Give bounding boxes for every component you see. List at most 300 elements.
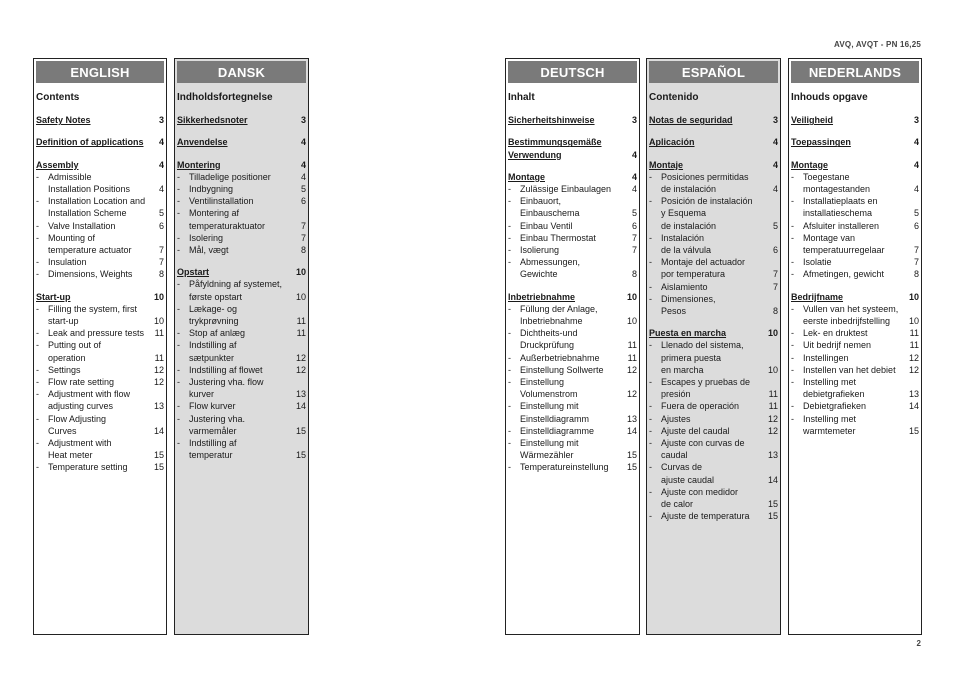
toc-item[interactable] bbox=[508, 364, 637, 376]
toc-item[interactable] bbox=[177, 303, 306, 327]
toc-body bbox=[789, 83, 921, 437]
bullet-dash: - bbox=[508, 196, 511, 207]
toc-section[interactable] bbox=[36, 136, 164, 148]
toc-item[interactable] bbox=[36, 461, 164, 473]
item-page: 14 bbox=[767, 474, 778, 485]
bullet-dash: - bbox=[791, 328, 794, 339]
item-text: Justering vha. flow kurver bbox=[189, 377, 264, 400]
language-header: ENGLISH bbox=[36, 61, 164, 83]
toc-item[interactable] bbox=[36, 232, 164, 256]
toc-item[interactable] bbox=[177, 171, 306, 183]
item-text: Isolering bbox=[189, 232, 224, 243]
toc-item[interactable] bbox=[36, 195, 164, 219]
toc-item[interactable] bbox=[177, 195, 306, 207]
toc-item-list bbox=[508, 183, 637, 281]
toc-item[interactable] bbox=[649, 195, 778, 232]
item-page: 10 bbox=[153, 316, 164, 327]
toc-item[interactable] bbox=[508, 244, 637, 256]
bullet-dash: - bbox=[36, 269, 39, 280]
bullet-dash: - bbox=[177, 401, 180, 412]
bullet-dash: - bbox=[508, 245, 511, 256]
toc-item[interactable] bbox=[508, 220, 637, 232]
bullet-dash: - bbox=[791, 413, 794, 424]
toc-item[interactable] bbox=[36, 376, 164, 388]
toc-section[interactable] bbox=[508, 136, 637, 160]
bullet-dash: - bbox=[36, 364, 39, 375]
item-text: Valve Installation bbox=[48, 220, 116, 231]
section-title: Bestimmungsgemäße Verwendung bbox=[508, 137, 602, 160]
item-page: 12 bbox=[295, 364, 306, 375]
item-text: Filling the system, first start-up bbox=[48, 303, 138, 327]
section-title: Puesta en marcha bbox=[649, 328, 727, 339]
toc-column-deutsch bbox=[505, 58, 640, 635]
item-text: Tilladelige positioner bbox=[189, 171, 271, 182]
item-page: 14 bbox=[626, 425, 637, 436]
toc-title: Contenido bbox=[649, 92, 699, 103]
item-text: Zulässige Einbaulagen bbox=[520, 184, 612, 195]
bullet-dash: - bbox=[649, 413, 652, 424]
item-text: Einstellung mit Wärmezähler bbox=[520, 438, 579, 461]
bullet-dash: - bbox=[36, 413, 39, 424]
item-page: 6 bbox=[158, 220, 164, 231]
item-page: 10 bbox=[767, 364, 778, 375]
item-text: Adjustment with flow adjusting curves bbox=[48, 389, 131, 412]
section-page: 3 bbox=[300, 115, 306, 126]
item-page: 15 bbox=[295, 450, 306, 461]
item-page: 12 bbox=[908, 352, 919, 363]
toc-item[interactable] bbox=[36, 413, 164, 437]
toc-item[interactable] bbox=[791, 327, 919, 339]
item-text: Insulation bbox=[48, 257, 87, 268]
section-page: 4 bbox=[300, 137, 306, 148]
item-page: 15 bbox=[153, 462, 164, 473]
item-page: 12 bbox=[153, 377, 164, 388]
toc-item[interactable] bbox=[508, 232, 637, 244]
item-page: 4 bbox=[631, 184, 637, 195]
bullet-dash: - bbox=[508, 220, 511, 231]
toc-item[interactable] bbox=[791, 195, 919, 219]
toc-item[interactable] bbox=[177, 244, 306, 256]
item-text: Ajuste con medidor de calor bbox=[661, 486, 739, 510]
bullet-dash: - bbox=[649, 486, 652, 497]
toc-section[interactable] bbox=[649, 327, 778, 339]
toc-section[interactable] bbox=[791, 159, 919, 171]
toc-item[interactable] bbox=[649, 486, 778, 510]
item-text: Montaje del actuador por temperatura bbox=[661, 257, 746, 280]
item-page: 8 bbox=[772, 306, 778, 317]
language-header: DANSK bbox=[177, 61, 306, 83]
toc-item[interactable] bbox=[177, 364, 306, 376]
toc-item[interactable] bbox=[177, 376, 306, 400]
bullet-dash: - bbox=[177, 328, 180, 339]
toc-item[interactable] bbox=[649, 510, 778, 522]
section-title: Bedrijfname bbox=[791, 291, 844, 302]
section-title: Anvendelse bbox=[177, 137, 228, 148]
toc-body bbox=[647, 83, 780, 523]
toc-item[interactable] bbox=[791, 303, 919, 327]
item-text: Instalación de la válvula bbox=[661, 232, 712, 256]
bullet-dash: - bbox=[36, 196, 39, 207]
item-page: 8 bbox=[913, 269, 919, 280]
toc-item[interactable] bbox=[649, 339, 778, 376]
toc-item[interactable] bbox=[791, 413, 919, 437]
toc-section[interactable] bbox=[791, 136, 919, 148]
toc-item[interactable] bbox=[177, 437, 306, 461]
bullet-dash: - bbox=[177, 364, 180, 375]
item-text: Einstelldiagramme bbox=[520, 425, 595, 436]
item-text: Isolierung bbox=[520, 245, 560, 256]
toc-item[interactable] bbox=[649, 376, 778, 400]
item-page: 7 bbox=[300, 232, 306, 243]
bullet-dash: - bbox=[791, 257, 794, 268]
item-text: Settings bbox=[48, 364, 81, 375]
language-header: ESPAÑOL bbox=[649, 61, 778, 83]
item-page: 6 bbox=[772, 245, 778, 256]
toc-item[interactable] bbox=[36, 437, 164, 461]
item-text: Posiciones permitidas de instalación bbox=[661, 171, 749, 195]
bullet-dash: - bbox=[508, 184, 511, 195]
bullet-dash: - bbox=[177, 377, 180, 388]
section-title: Safety Notes bbox=[36, 115, 91, 126]
toc-item[interactable] bbox=[649, 413, 778, 425]
toc-section[interactable] bbox=[649, 114, 778, 126]
toc-section[interactable] bbox=[791, 114, 919, 126]
toc-item[interactable] bbox=[649, 437, 778, 461]
item-text: Aislamiento bbox=[661, 281, 708, 292]
toc-item[interactable] bbox=[791, 171, 919, 195]
bullet-dash: - bbox=[36, 171, 39, 182]
toc-item[interactable] bbox=[508, 400, 637, 424]
toc-item[interactable] bbox=[508, 461, 637, 473]
item-page: 15 bbox=[767, 499, 778, 510]
bullet-dash: - bbox=[36, 232, 39, 243]
section-title: Montaje bbox=[649, 159, 684, 170]
item-page: 7 bbox=[913, 245, 919, 256]
item-page: 4 bbox=[772, 184, 778, 195]
item-page: 12 bbox=[908, 364, 919, 375]
item-page: 7 bbox=[158, 257, 164, 268]
toc-item-list bbox=[36, 303, 164, 474]
toc-item[interactable] bbox=[791, 400, 919, 412]
bullet-dash: - bbox=[177, 184, 180, 195]
item-page: 4 bbox=[913, 184, 919, 195]
item-page: 10 bbox=[295, 291, 306, 302]
section-page: 3 bbox=[158, 115, 164, 126]
toc-item[interactable] bbox=[508, 303, 637, 327]
toc-section[interactable] bbox=[791, 291, 919, 303]
item-page: 11 bbox=[627, 352, 637, 363]
bullet-dash: - bbox=[791, 377, 794, 388]
toc-item[interactable] bbox=[177, 339, 306, 363]
toc-item[interactable] bbox=[649, 171, 778, 195]
bullet-dash: - bbox=[36, 303, 39, 314]
toc-item[interactable] bbox=[508, 327, 637, 351]
bullet-dash: - bbox=[649, 340, 652, 351]
item-text: Dimensions, Weights bbox=[48, 269, 133, 280]
bullet-dash: - bbox=[791, 220, 794, 231]
item-page: 7 bbox=[158, 245, 164, 256]
item-page: 7 bbox=[300, 220, 306, 231]
bullet-dash: - bbox=[36, 438, 39, 449]
toc-item[interactable] bbox=[508, 437, 637, 461]
item-page: 7 bbox=[631, 245, 637, 256]
item-page: 4 bbox=[158, 184, 164, 195]
item-text: Temperatureinstellung bbox=[520, 462, 609, 473]
section-page: 10 bbox=[295, 267, 306, 278]
toc-item[interactable] bbox=[36, 388, 164, 412]
item-text: Escapes y pruebas de presión bbox=[661, 377, 751, 400]
item-text: Debietgrafieken bbox=[803, 401, 867, 412]
item-page: 15 bbox=[767, 511, 778, 522]
item-text: Dichtheits-und Druckprüfung bbox=[520, 328, 578, 351]
item-page: 11 bbox=[627, 340, 637, 351]
toc-item[interactable] bbox=[508, 183, 637, 195]
bullet-dash: - bbox=[791, 196, 794, 207]
toc-item-list bbox=[649, 339, 778, 522]
section-title: Aplicación bbox=[649, 137, 695, 148]
item-text: Adjustment with Heat meter bbox=[48, 438, 112, 461]
toc-item[interactable] bbox=[508, 376, 637, 400]
item-page: 15 bbox=[908, 425, 919, 436]
toc-body bbox=[506, 83, 639, 474]
toc-title: Contents bbox=[36, 92, 80, 103]
toc-item[interactable] bbox=[36, 327, 164, 339]
item-page: 7 bbox=[913, 257, 919, 268]
item-text: Lækage- og trykprøvning bbox=[189, 303, 239, 327]
item-text: Leak and pressure tests bbox=[48, 328, 145, 339]
bullet-dash: - bbox=[649, 196, 652, 207]
toc-item-list bbox=[177, 278, 306, 461]
bullet-dash: - bbox=[36, 220, 39, 231]
bullet-dash: - bbox=[36, 340, 39, 351]
item-page: 14 bbox=[295, 401, 306, 412]
toc-item[interactable] bbox=[791, 339, 919, 351]
section-page: 10 bbox=[153, 291, 164, 302]
language-header: NEDERLANDS bbox=[791, 61, 919, 83]
toc-section[interactable] bbox=[36, 159, 164, 171]
bullet-dash: - bbox=[177, 232, 180, 243]
toc-body bbox=[34, 83, 166, 474]
toc-item[interactable] bbox=[649, 400, 778, 412]
item-page: 15 bbox=[626, 450, 637, 461]
item-page: 12 bbox=[153, 364, 164, 375]
toc-title: Inhalt bbox=[508, 92, 535, 103]
toc-section[interactable] bbox=[177, 114, 306, 126]
toc-item[interactable] bbox=[791, 268, 919, 280]
toc-item[interactable] bbox=[36, 268, 164, 280]
bullet-dash: - bbox=[791, 401, 794, 412]
section-page: 10 bbox=[626, 291, 637, 302]
toc-section[interactable] bbox=[36, 291, 164, 303]
bullet-dash: - bbox=[508, 352, 511, 363]
toc-section[interactable] bbox=[36, 114, 164, 126]
section-title: Veiligheid bbox=[791, 115, 834, 126]
toc-item[interactable] bbox=[177, 232, 306, 244]
item-text: Lek- en druktest bbox=[803, 328, 868, 339]
item-page: 13 bbox=[153, 401, 164, 412]
toc-column-dansk bbox=[174, 58, 309, 635]
toc-item[interactable] bbox=[177, 278, 306, 302]
toc-item[interactable] bbox=[508, 195, 637, 219]
toc-item[interactable] bbox=[791, 352, 919, 364]
bullet-dash: - bbox=[649, 232, 652, 243]
toc-item[interactable] bbox=[649, 232, 778, 256]
bullet-dash: - bbox=[177, 208, 180, 219]
toc-item[interactable] bbox=[649, 256, 778, 280]
item-text: Einbauort, Einbauschema bbox=[520, 196, 580, 219]
bullet-dash: - bbox=[649, 377, 652, 388]
bullet-dash: - bbox=[177, 196, 180, 207]
toc-item[interactable] bbox=[36, 171, 164, 195]
bullet-dash: - bbox=[508, 257, 511, 268]
toc-body bbox=[175, 83, 308, 461]
item-text: Temperature setting bbox=[48, 462, 128, 473]
item-page: 6 bbox=[913, 220, 919, 231]
toc-section[interactable] bbox=[649, 159, 778, 171]
bullet-dash: - bbox=[508, 438, 511, 449]
toc-item[interactable] bbox=[36, 364, 164, 376]
bullet-dash: - bbox=[791, 340, 794, 351]
toc-section[interactable] bbox=[649, 136, 778, 148]
toc-item[interactable] bbox=[508, 425, 637, 437]
item-text: Påfyldning af systemet, første opstart bbox=[189, 279, 283, 302]
item-page: 5 bbox=[772, 220, 778, 231]
item-page: 12 bbox=[626, 364, 637, 375]
bullet-dash: - bbox=[36, 257, 39, 268]
item-text: Flow Adjusting Curves bbox=[48, 413, 107, 436]
section-title: Inbetriebnahme bbox=[508, 291, 576, 302]
toc-item[interactable] bbox=[791, 220, 919, 232]
section-page: 4 bbox=[158, 137, 164, 148]
item-page: 5 bbox=[913, 208, 919, 219]
toc-section[interactable] bbox=[508, 114, 637, 126]
toc-item[interactable] bbox=[649, 281, 778, 293]
bullet-dash: - bbox=[508, 377, 511, 388]
toc-section[interactable] bbox=[177, 266, 306, 278]
item-text: Llenado del sistema, primera puesta en marcha bbox=[661, 340, 744, 375]
item-text: Stop af anlæg bbox=[189, 328, 246, 339]
toc-item[interactable] bbox=[177, 413, 306, 437]
toc-section[interactable] bbox=[177, 159, 306, 171]
toc-item[interactable] bbox=[36, 220, 164, 232]
toc-item[interactable] bbox=[36, 303, 164, 327]
item-text: Admissible Installation Positions bbox=[48, 171, 131, 195]
item-page: 15 bbox=[295, 425, 306, 436]
item-page: 12 bbox=[626, 389, 637, 400]
toc-item[interactable] bbox=[177, 400, 306, 412]
item-page: 11 bbox=[154, 328, 164, 339]
toc-item[interactable] bbox=[649, 425, 778, 437]
item-text: Instelling met debietgrafieken bbox=[803, 377, 865, 400]
bullet-dash: - bbox=[791, 269, 794, 280]
item-text: Einstellung Sollwerte bbox=[520, 364, 604, 375]
toc-section[interactable] bbox=[508, 291, 637, 303]
bullet-dash: - bbox=[177, 438, 180, 449]
bullet-dash: - bbox=[791, 232, 794, 243]
bullet-dash: - bbox=[36, 462, 39, 473]
toc-item[interactable] bbox=[791, 364, 919, 376]
toc-item[interactable] bbox=[177, 207, 306, 231]
item-text: Ajustes bbox=[661, 413, 691, 424]
section-title: Toepassingen bbox=[791, 137, 851, 148]
item-text: Indbygning bbox=[189, 184, 234, 195]
section-page: 3 bbox=[913, 115, 919, 126]
item-text: Indstilling af temperatur bbox=[189, 438, 237, 461]
item-page: 8 bbox=[300, 245, 306, 256]
section-title: Start-up bbox=[36, 291, 71, 302]
bullet-dash: - bbox=[177, 245, 180, 256]
bullet-dash: - bbox=[177, 171, 180, 182]
section-title: Montage bbox=[791, 159, 828, 170]
item-text: Einbau Thermostat bbox=[520, 232, 596, 243]
toc-item[interactable] bbox=[177, 183, 306, 195]
item-page: 14 bbox=[153, 425, 164, 436]
item-page: 11 bbox=[296, 328, 306, 339]
toc-section[interactable] bbox=[508, 171, 637, 183]
toc-item[interactable] bbox=[36, 339, 164, 363]
bullet-dash: - bbox=[177, 340, 180, 351]
item-page: 10 bbox=[626, 316, 637, 327]
section-page: 3 bbox=[772, 115, 778, 126]
page-number: 2 bbox=[916, 639, 921, 648]
toc-column-español bbox=[646, 58, 781, 635]
item-text: Ajuste del caudal bbox=[661, 425, 730, 436]
bullet-dash: - bbox=[649, 281, 652, 292]
section-page: 4 bbox=[631, 171, 637, 182]
item-text: Montage van temperatuurregelaar bbox=[803, 232, 885, 256]
section-page: 4 bbox=[913, 159, 919, 170]
section-title: Sikkerhedsnoter bbox=[177, 115, 248, 126]
toc-item-list bbox=[791, 171, 919, 281]
bullet-dash: - bbox=[649, 293, 652, 304]
item-text: Toegestane montagestanden bbox=[803, 171, 871, 195]
bullet-dash: - bbox=[177, 413, 180, 424]
item-text: Ventilinstallation bbox=[189, 196, 254, 207]
language-header: DEUTSCH bbox=[508, 61, 637, 83]
toc-section[interactable] bbox=[177, 136, 306, 148]
item-page: 7 bbox=[772, 281, 778, 292]
item-text: Indstilling af flowet bbox=[189, 364, 263, 375]
item-text: Instelling met warmtemeter bbox=[803, 413, 857, 436]
toc-item[interactable] bbox=[508, 352, 637, 364]
toc-item[interactable] bbox=[791, 256, 919, 268]
item-text: Montering af temperaturaktuator bbox=[189, 208, 266, 231]
toc-item[interactable] bbox=[36, 256, 164, 268]
item-page: 13 bbox=[908, 389, 919, 400]
item-page: 13 bbox=[295, 389, 306, 400]
item-text: Flow rate setting bbox=[48, 377, 115, 388]
toc-item[interactable] bbox=[508, 256, 637, 280]
toc-item[interactable] bbox=[791, 232, 919, 256]
item-text: Instellen van het debiet bbox=[803, 364, 896, 375]
toc-item[interactable] bbox=[791, 376, 919, 400]
item-text: Dimensiones, Pesos bbox=[661, 293, 716, 317]
bullet-dash: - bbox=[508, 425, 511, 436]
item-page: 5 bbox=[300, 184, 306, 195]
item-page: 12 bbox=[767, 425, 778, 436]
item-page: 5 bbox=[158, 208, 164, 219]
item-page: 11 bbox=[768, 389, 778, 400]
toc-title: Inhouds opgave bbox=[791, 92, 868, 103]
item-text: Einstellung Volumenstrom bbox=[520, 377, 578, 400]
toc-item[interactable] bbox=[649, 461, 778, 485]
bullet-dash: - bbox=[649, 401, 652, 412]
bullet-dash: - bbox=[36, 389, 39, 400]
toc-item[interactable] bbox=[649, 293, 778, 317]
toc-item[interactable] bbox=[177, 327, 306, 339]
item-text: Einbau Ventil bbox=[520, 220, 573, 231]
section-title: Montering bbox=[177, 159, 221, 170]
